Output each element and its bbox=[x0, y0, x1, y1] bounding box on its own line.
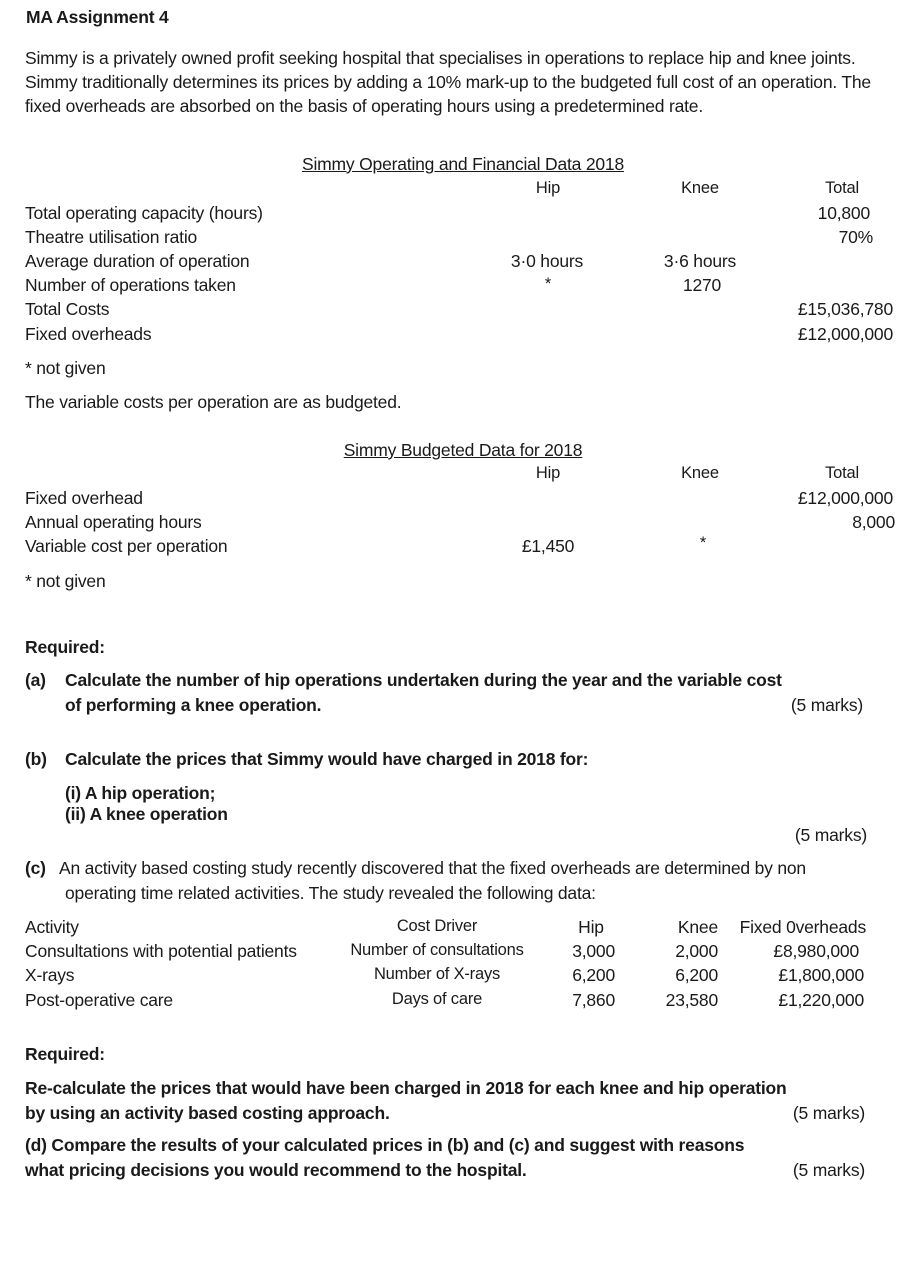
row-label: Fixed overhead bbox=[25, 488, 143, 508]
total-value: £12,000,000 bbox=[797, 324, 893, 344]
intro-paragraph: Simmy is a privately owned profit seeking hospital that specialises in operations to replace hip and knee joints. Simmy traditionally determines its prices by adding a 10% mark-up to the budgeted full cost of an operation. The fixed overheads are absorbed on the basis of operating hours using a predetermined rate. bbox=[25, 48, 871, 116]
question-text: by using an activity based costing approach. bbox=[25, 1103, 390, 1123]
hip-value: 3·0 hours bbox=[510, 251, 584, 271]
marks: (5 marks) bbox=[790, 695, 863, 715]
row-label: Average duration of operation bbox=[25, 251, 250, 271]
activity-cell: Consultations with potential patients bbox=[25, 941, 297, 961]
hip-value: * bbox=[544, 275, 552, 293]
question-text: of performing a knee operation. bbox=[65, 695, 322, 715]
activity-cell: X-rays bbox=[25, 965, 75, 985]
footnote: * not given bbox=[25, 571, 106, 591]
question-text: operating time related activities. The study revealed the following data: bbox=[65, 883, 596, 903]
column-header-hip: Hip bbox=[535, 179, 561, 197]
sub-question: (i) A hip operation; bbox=[65, 783, 216, 803]
marks: (5 marks) bbox=[792, 1103, 865, 1123]
total-value: 8,000 bbox=[852, 512, 895, 532]
driver-cell: Number of X-rays bbox=[373, 965, 501, 983]
driver-cell: Number of consultations bbox=[350, 941, 524, 959]
fixed-overheads-cell: £1,800,000 bbox=[778, 965, 864, 985]
sub-question: (ii) A knee operation bbox=[65, 804, 228, 824]
row-label: Number of operations taken bbox=[25, 275, 236, 295]
marks: (5 marks) bbox=[792, 1160, 865, 1180]
row-label: Theatre utilisation ratio bbox=[25, 227, 198, 247]
row-label: Fixed overheads bbox=[25, 324, 152, 344]
column-header-fixed-overheads: Fixed 0verheads bbox=[739, 917, 866, 937]
question-text: Re-calculate the prices that would have been charged in 2018 for each knee and hip operation bbox=[25, 1078, 787, 1098]
knee-value: * bbox=[699, 534, 707, 552]
column-header-total: Total bbox=[825, 179, 859, 197]
footnote: * not given bbox=[25, 358, 106, 378]
total-value: 10,800 bbox=[817, 203, 870, 223]
question-text: An activity based costing study recently discovered that the fixed overheads are determined by non bbox=[59, 858, 806, 878]
knee-value: 3·6 hours bbox=[663, 251, 737, 271]
question-label: (b) bbox=[25, 749, 47, 769]
marks: (5 marks) bbox=[794, 825, 867, 845]
table-caption: Simmy Operating and Financial Data 2018 bbox=[302, 154, 624, 174]
total-value: £15,036,780 bbox=[797, 299, 893, 319]
question-label: (a) bbox=[25, 670, 46, 690]
knee-cell: 2,000 bbox=[675, 941, 718, 961]
column-header-knee: Knee bbox=[681, 464, 719, 482]
column-header-hip: Hip bbox=[535, 464, 561, 482]
activity-cell: Post-operative care bbox=[25, 990, 173, 1010]
hip-cell: 3,000 bbox=[572, 941, 615, 961]
table-caption: Simmy Budgeted Data for 2018 bbox=[343, 440, 583, 460]
column-header-activity: Activity bbox=[25, 917, 79, 937]
hip-cell: 7,860 bbox=[572, 990, 615, 1010]
row-label: Total Costs bbox=[25, 299, 110, 319]
column-header-total: Total bbox=[825, 464, 859, 482]
total-value: 70% bbox=[838, 227, 873, 247]
knee-value: 1270 bbox=[682, 275, 722, 295]
row-label: Variable cost per operation bbox=[25, 536, 228, 556]
question-text: what pricing decisions you would recommend to the hospital. bbox=[25, 1160, 527, 1180]
required-heading: Required: bbox=[25, 637, 105, 657]
hip-cell: 6,200 bbox=[572, 965, 615, 985]
column-header-driver: Cost Driver bbox=[396, 917, 478, 935]
question-text: Calculate the number of hip operations undertaken during the year and the variable cost bbox=[65, 670, 782, 690]
driver-cell: Days of care bbox=[391, 990, 483, 1008]
column-header-knee: Knee bbox=[681, 179, 719, 197]
row-label: Annual operating hours bbox=[25, 512, 202, 532]
knee-cell: 23,580 bbox=[665, 990, 718, 1010]
total-value: £12,000,000 bbox=[797, 488, 893, 508]
required-heading: Required: bbox=[25, 1044, 105, 1064]
fixed-overheads-cell: £1,220,000 bbox=[778, 990, 864, 1010]
question-label: (c) bbox=[25, 858, 46, 878]
hip-value: £1,450 bbox=[521, 536, 575, 556]
fixed-overheads-cell: £8,980,000 bbox=[773, 941, 859, 961]
note: The variable costs per operation are as budgeted. bbox=[25, 392, 402, 412]
question-text: (d) Compare the results of your calculated prices in (b) and (c) and suggest with reasons bbox=[25, 1135, 745, 1155]
knee-cell: 6,200 bbox=[675, 965, 718, 985]
row-label: Total operating capacity (hours) bbox=[25, 203, 263, 223]
column-header-hip: Hip bbox=[578, 917, 604, 937]
question-text: Calculate the prices that Simmy would have charged in 2018 for: bbox=[65, 749, 589, 769]
column-header-knee: Knee bbox=[677, 917, 718, 937]
document-title: MA Assignment 4 bbox=[26, 7, 169, 27]
